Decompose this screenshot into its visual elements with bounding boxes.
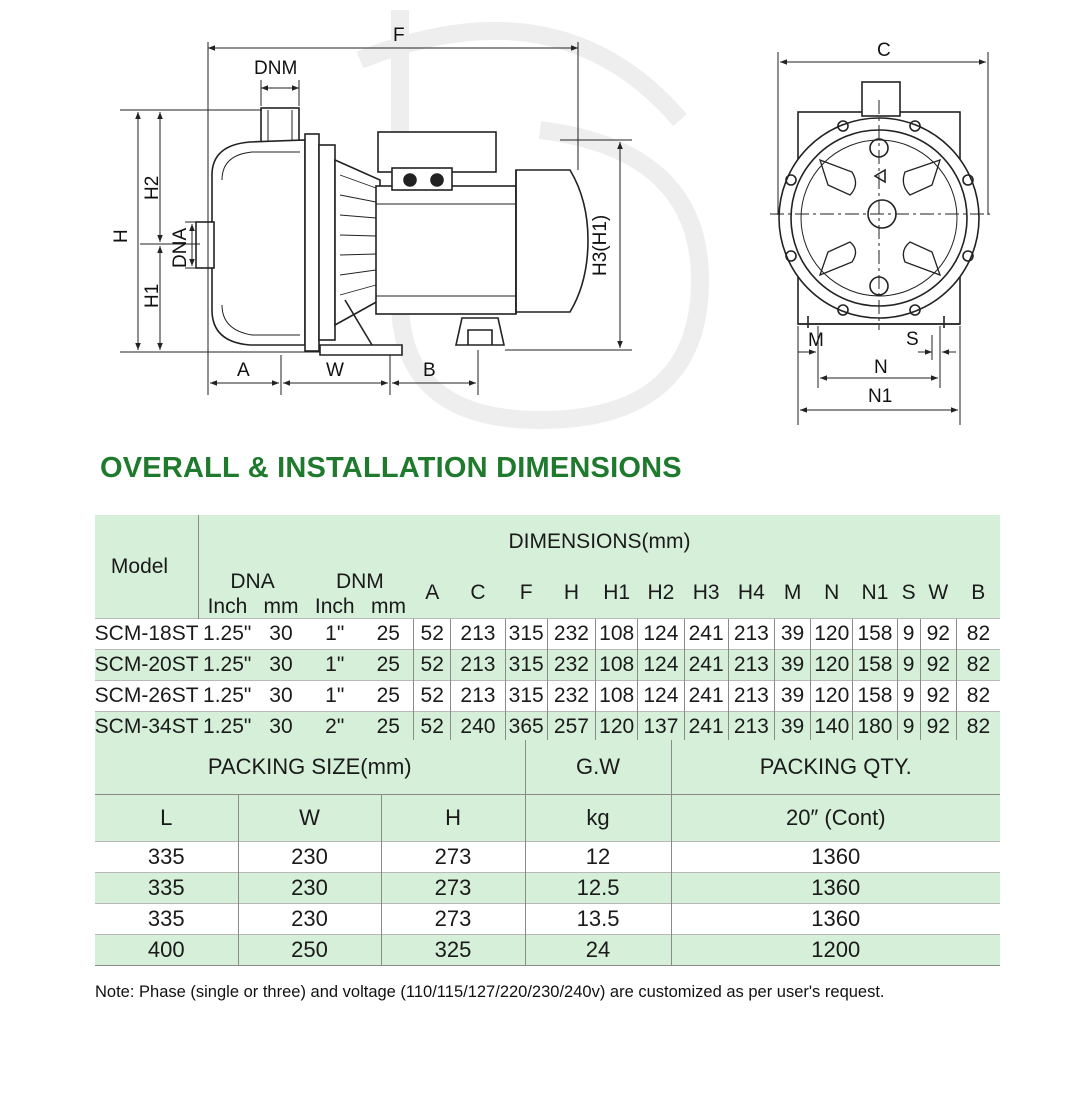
section-heading: OVERALL & INSTALLATION DIMENSIONS (100, 452, 682, 484)
value-cell: 120 (596, 712, 638, 743)
qty-cell: 1360 (671, 842, 1000, 873)
model-cell: SCM-18ST (95, 619, 199, 650)
value-cell: 82 (956, 650, 1000, 681)
value-cell: 213 (728, 650, 774, 681)
value-cell: 52 (414, 619, 451, 650)
value-cell: 213 (728, 712, 774, 743)
value-cell: 241 (684, 650, 728, 681)
value-cell: 365 (505, 712, 547, 743)
value-cell: 137 (638, 712, 684, 743)
qty-cell: 1360 (671, 904, 1000, 935)
label-A: A (237, 360, 250, 381)
length-cell: 335 (95, 873, 238, 904)
label-DNM: DNM (254, 58, 298, 79)
gw-cell: 13.5 (525, 904, 671, 935)
value-cell: 120 (811, 619, 853, 650)
label-N1: N1 (868, 386, 893, 407)
dnm-inch-cell: 2" (306, 712, 363, 743)
value-cell: 124 (638, 650, 684, 681)
value-cell: 9 (897, 681, 920, 712)
label-N: N (874, 357, 888, 378)
dnm-inch-cell: 1" (306, 619, 363, 650)
dna-mm-cell: 30 (256, 681, 306, 712)
kg-header: kg (525, 795, 671, 842)
col-header-B: B (956, 568, 1000, 619)
value-cell: 232 (547, 681, 595, 712)
value-cell: 232 (547, 619, 595, 650)
col-header-H: H (547, 568, 595, 619)
table-row (95, 650, 1000, 681)
value-cell: 108 (596, 681, 638, 712)
value-cell: 92 (920, 712, 956, 743)
dimensions-table (95, 515, 1000, 743)
value-cell: 39 (774, 712, 810, 743)
width-cell: 230 (238, 873, 381, 904)
dna-inch-cell: 1.25" (199, 650, 256, 681)
label-H: H (111, 229, 132, 243)
table-row (95, 712, 1000, 743)
length-cell: 400 (95, 935, 238, 966)
value-cell: 52 (414, 712, 451, 743)
value-cell: 241 (684, 619, 728, 650)
table-row (95, 842, 1000, 873)
col-header-C: C (451, 568, 505, 619)
dnm-mm-header: mm (363, 596, 413, 619)
col-header-W: W (920, 568, 956, 619)
table-row (95, 681, 1000, 712)
dna-inch-header: Inch (199, 596, 256, 619)
table-row (95, 935, 1000, 966)
label-H1: H1 (142, 283, 163, 308)
value-cell: 9 (897, 712, 920, 743)
value-cell: 140 (811, 712, 853, 743)
packing-size-header: PACKING SIZE(mm) (95, 740, 525, 795)
length-cell: 335 (95, 904, 238, 935)
dimensions-title: DIMENSIONS(mm) (199, 515, 1000, 568)
value-cell: 232 (547, 650, 595, 681)
model-cell: SCM-26ST (95, 681, 199, 712)
value-cell: 52 (414, 650, 451, 681)
table-row (95, 873, 1000, 904)
value-cell: 213 (451, 681, 505, 712)
length-cell: 335 (95, 842, 238, 873)
value-cell: 120 (811, 681, 853, 712)
value-cell: 158 (853, 681, 897, 712)
label-C: C (877, 40, 891, 61)
table-row (95, 619, 1000, 650)
value-cell: 315 (505, 619, 547, 650)
value-cell: 120 (811, 650, 853, 681)
width-cell: 250 (238, 935, 381, 966)
table-row (95, 904, 1000, 935)
dnm-header: DNM (306, 568, 414, 596)
qty-cell: 1200 (671, 935, 1000, 966)
col-header-S: S (897, 568, 920, 619)
label-M: M (808, 330, 824, 351)
value-cell: 315 (505, 650, 547, 681)
value-cell: 108 (596, 650, 638, 681)
packing-qty-header: PACKING QTY. (671, 740, 1000, 795)
col-header-N: N (811, 568, 853, 619)
value-cell: 315 (505, 681, 547, 712)
footnote: Note: Phase (single or three) and voltage (110/115/127/220/230/240v) are customized as per user's request. (95, 983, 885, 1001)
value-cell: 82 (956, 712, 1000, 743)
model-header: Model (95, 515, 199, 619)
pump-drawing (0, 0, 1080, 440)
dnm-mm-cell: 25 (363, 681, 413, 712)
col-header-M: M (774, 568, 810, 619)
label-H2: H2 (142, 175, 163, 200)
dna-mm-cell: 30 (256, 712, 306, 743)
packing-table (95, 740, 1000, 966)
height-cell: 273 (381, 904, 525, 935)
label-S: S (906, 329, 919, 350)
gw-header: G.W (525, 740, 671, 795)
value-cell: 124 (638, 681, 684, 712)
dnm-inch-cell: 1" (306, 650, 363, 681)
label-B: B (423, 360, 436, 381)
dnm-mm-cell: 25 (363, 650, 413, 681)
height-cell: 273 (381, 842, 525, 873)
value-cell: 39 (774, 681, 810, 712)
qty-cell: 1360 (671, 873, 1000, 904)
model-cell: SCM-34ST (95, 712, 199, 743)
col-header-H2: H2 (638, 568, 684, 619)
height-cell: 273 (381, 873, 525, 904)
label-W: W (326, 360, 344, 381)
dna-inch-cell: 1.25" (199, 681, 256, 712)
value-cell: 213 (728, 619, 774, 650)
value-cell: 213 (451, 650, 505, 681)
value-cell: 39 (774, 619, 810, 650)
value-cell: 52 (414, 681, 451, 712)
value-cell: 108 (596, 619, 638, 650)
value-cell: 124 (638, 619, 684, 650)
label-H3H1: H3(H1) (590, 214, 611, 276)
dnm-inch-header: Inch (306, 596, 363, 619)
model-cell: SCM-20ST (95, 650, 199, 681)
value-cell: 257 (547, 712, 595, 743)
width-cell: 230 (238, 842, 381, 873)
height-header: H (381, 795, 525, 842)
dna-mm-cell: 30 (256, 650, 306, 681)
gw-cell: 12.5 (525, 873, 671, 904)
col-header-H4: H4 (728, 568, 774, 619)
col-header-N1: N1 (853, 568, 897, 619)
value-cell: 240 (451, 712, 505, 743)
value-cell: 82 (956, 681, 1000, 712)
width-cell: 230 (238, 904, 381, 935)
col-header-H3: H3 (684, 568, 728, 619)
dna-header: DNA (199, 568, 307, 596)
value-cell: 158 (853, 619, 897, 650)
value-cell: 180 (853, 712, 897, 743)
value-cell: 213 (728, 681, 774, 712)
value-cell: 241 (684, 681, 728, 712)
col-header-A: A (414, 568, 451, 619)
value-cell: 9 (897, 650, 920, 681)
dnm-mm-cell: 25 (363, 712, 413, 743)
width-header: W (238, 795, 381, 842)
value-cell: 82 (956, 619, 1000, 650)
value-cell: 213 (451, 619, 505, 650)
value-cell: 241 (684, 712, 728, 743)
value-cell: 9 (897, 619, 920, 650)
gw-cell: 24 (525, 935, 671, 966)
col-header-F: F (505, 568, 547, 619)
value-cell: 92 (920, 650, 956, 681)
value-cell: 92 (920, 681, 956, 712)
dna-inch-cell: 1.25" (199, 619, 256, 650)
value-cell: 92 (920, 619, 956, 650)
gw-cell: 12 (525, 842, 671, 873)
dna-mm-header: mm (256, 596, 306, 619)
col-header-H1: H1 (596, 568, 638, 619)
label-DNA: DNA (170, 227, 191, 268)
dnm-mm-cell: 25 (363, 619, 413, 650)
container-header: 20″ (Cont) (671, 795, 1000, 842)
height-cell: 325 (381, 935, 525, 966)
dnm-inch-cell: 1" (306, 681, 363, 712)
label-F: F (393, 25, 405, 46)
value-cell: 158 (853, 650, 897, 681)
dna-inch-cell: 1.25" (199, 712, 256, 743)
value-cell: 39 (774, 650, 810, 681)
dna-mm-cell: 30 (256, 619, 306, 650)
length-header: L (95, 795, 238, 842)
